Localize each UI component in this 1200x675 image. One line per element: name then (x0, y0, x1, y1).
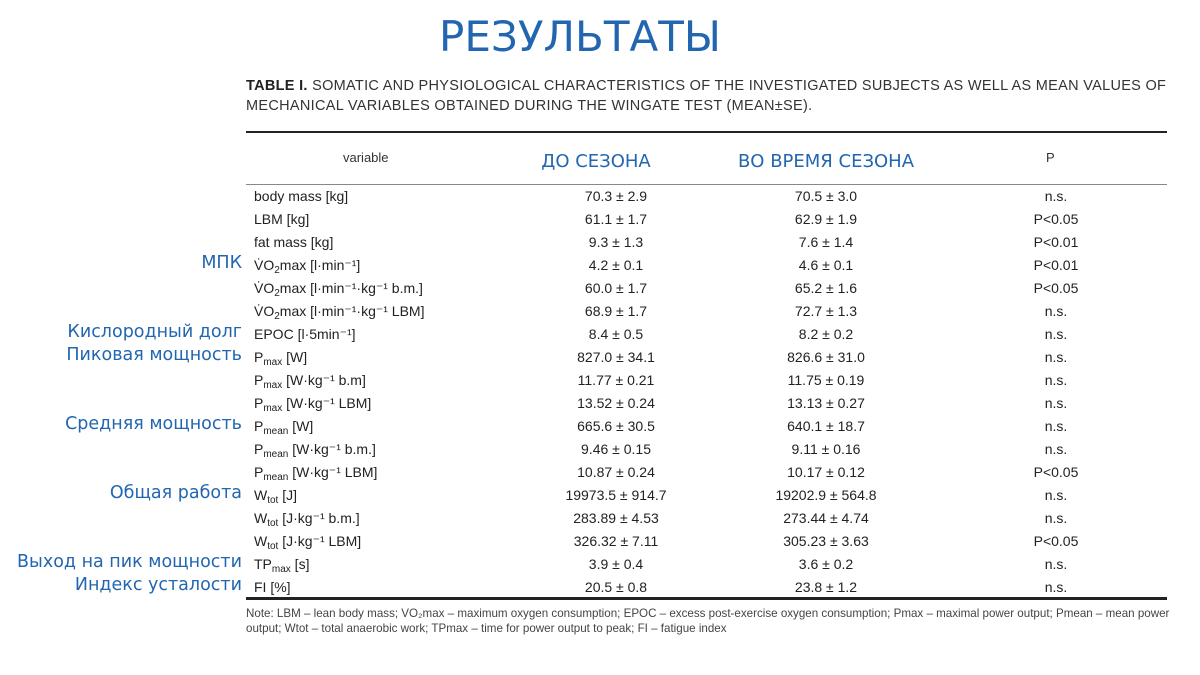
before-season-cell: 8.4 ± 0.5 (588, 326, 644, 342)
header-p: P (1046, 150, 1055, 165)
during-season-cell: 305.23 ± 3.63 (783, 533, 869, 549)
variable-base: P (254, 464, 264, 480)
table-top-rule (246, 131, 1167, 133)
table-bottom-rule (246, 597, 1167, 600)
table-row (246, 576, 1167, 599)
variable-subscript: mean (263, 449, 289, 460)
variable-base: P (254, 395, 264, 411)
table-row (246, 530, 1167, 553)
variable-subscript: max (263, 380, 283, 391)
before-season-cell: 9.46 ± 0.15 (581, 441, 651, 457)
variable-unit: max [l·min⁻¹·kg⁻¹ b.m.] (279, 280, 423, 296)
variable-unit: [W·kg⁻¹ LBM] (282, 395, 372, 411)
variable-subscript: max (263, 357, 283, 368)
before-season-cell: 3.9 ± 0.4 (588, 556, 644, 572)
table-row (246, 277, 1167, 300)
during-season-cell: 8.2 ± 0.2 (798, 326, 854, 342)
p-value-cell: n.s. (1044, 487, 1068, 503)
variable-subscript: 2 (274, 288, 280, 299)
table-row (246, 346, 1167, 369)
before-season-cell: 20.5 ± 0.8 (584, 579, 648, 595)
variable-unit: [J] (278, 487, 298, 503)
during-season-cell: 7.6 ± 1.4 (798, 234, 854, 250)
p-value-cell: n.s. (1044, 188, 1068, 204)
table-row (246, 507, 1167, 530)
p-value-cell: P<0.05 (1033, 464, 1079, 480)
table-row (246, 461, 1167, 484)
during-season-cell: 23.8 ± 1.2 (794, 579, 858, 595)
side-label: МПК (201, 253, 242, 273)
variable-unit: [W·kg⁻¹ LBM] (288, 464, 378, 480)
variable-base: FI [%] (254, 579, 291, 595)
variable-base: V̇O (254, 280, 275, 296)
table-row (246, 369, 1167, 392)
variable-unit: [W] (282, 349, 308, 365)
before-season-cell: 70.3 ± 2.9 (584, 188, 648, 204)
during-season-cell: 19202.9 ± 564.8 (775, 487, 877, 503)
table-row (246, 208, 1167, 231)
before-season-cell: 68.9 ± 1.7 (584, 303, 648, 319)
variable-subscript: 2 (274, 265, 280, 276)
p-value-cell: n.s. (1044, 441, 1068, 457)
before-season-cell: 827.0 ± 34.1 (577, 349, 655, 365)
side-label: Выход на пик мощности (17, 552, 242, 572)
variable-subscript: max (271, 564, 291, 575)
variable-base: W (254, 487, 268, 503)
during-season-cell: 65.2 ± 1.6 (794, 280, 858, 296)
side-label: Средняя мощность (65, 414, 242, 434)
variable-base: P (254, 349, 264, 365)
slide-title: РЕЗУЛЬТАТЫ (439, 12, 721, 61)
variable-unit: [J·kg⁻¹ b.m.] (278, 510, 360, 526)
variable-subscript: mean (263, 472, 289, 483)
before-season-cell: 13.52 ± 0.24 (577, 395, 655, 411)
p-value-cell: n.s. (1044, 349, 1068, 365)
header-variable: variable (343, 150, 389, 165)
before-season-cell: 61.1 ± 1.7 (584, 211, 648, 227)
table-row (246, 300, 1167, 323)
before-season-cell: 326.32 ± 7.11 (573, 533, 659, 549)
variable-unit: [W] (288, 418, 314, 434)
p-value-cell: P<0.05 (1033, 280, 1079, 296)
p-value-cell: n.s. (1044, 418, 1068, 434)
during-season-cell: 72.7 ± 1.3 (794, 303, 858, 319)
during-season-cell: 13.13 ± 0.27 (787, 395, 865, 411)
table-row (246, 415, 1167, 438)
table-caption (246, 76, 1176, 116)
variable-base: fat mass [kg] (254, 234, 334, 250)
header-before-season: ДО СЕЗОНА (541, 151, 651, 172)
variable-subscript: max (263, 403, 283, 414)
during-season-cell: 62.9 ± 1.9 (794, 211, 858, 227)
before-season-cell: 19973.5 ± 914.7 (565, 487, 667, 503)
side-label: Общая работа (109, 483, 242, 503)
variable-base: LBM [kg] (254, 211, 310, 227)
variable-base: body mass [kg] (254, 188, 349, 204)
variable-base: TP (254, 556, 272, 572)
variable-base: V̇O (254, 257, 275, 273)
table-row (246, 254, 1167, 277)
table-row (246, 438, 1167, 461)
side-label: Индекс усталости (74, 575, 242, 595)
variable-unit: [W·kg⁻¹ b.m.] (288, 441, 376, 457)
variable-unit: max [l·min⁻¹] (279, 257, 361, 273)
side-label: Пиковая мощность (66, 345, 242, 365)
before-season-cell: 60.0 ± 1.7 (584, 280, 648, 296)
p-value-cell: n.s. (1044, 510, 1068, 526)
p-value-cell: n.s. (1044, 326, 1068, 342)
table-row (246, 323, 1167, 346)
variable-base: V̇O (254, 303, 275, 319)
table-row (246, 185, 1167, 208)
p-value-cell: n.s. (1044, 372, 1068, 388)
side-label: Кислородный долг (67, 322, 242, 342)
during-season-cell: 826.6 ± 31.0 (787, 349, 865, 365)
variable-subscript: tot (267, 495, 279, 506)
variable-unit: [W·kg⁻¹ b.m] (282, 372, 366, 388)
variable-base: P (254, 441, 264, 457)
variable-subscript: tot (267, 541, 279, 552)
variable-subscript: 2 (274, 311, 280, 322)
before-season-cell: 11.77 ± 0.21 (577, 372, 655, 388)
variable-unit: [s] (290, 556, 310, 572)
p-value-cell: P<0.05 (1033, 533, 1079, 549)
before-season-cell: 665.6 ± 30.5 (577, 418, 655, 434)
during-season-cell: 3.6 ± 0.2 (798, 556, 854, 572)
before-season-cell: 9.3 ± 1.3 (588, 234, 644, 250)
variable-unit: [J·kg⁻¹ LBM] (278, 533, 362, 549)
table-note: Note: LBM – lean body mass; VO₂max – maximum oxygen consumption; EPOC – excess post-exercise oxygen consumption; Pmax – maximal power output; Pmean – mean power output; Wtot – total anaerobic work; TPmax – time for power output to peak; FI – fatigue index (246, 607, 1170, 635)
table-caption-text: SOMATIC AND PHYSIOLOGICAL CHARACTERISTICS OF THE INVESTIGATED SUBJECTS AS WELL AS MEAN VALUES OF MECHANICAL VARIABLES OBTAINED DURING THE WINGATE TEST (MEAN±SE). (246, 78, 1167, 114)
during-season-cell: 70.5 ± 3.0 (794, 188, 858, 204)
p-value-cell: n.s. (1044, 303, 1068, 319)
before-season-cell: 4.2 ± 0.1 (588, 257, 644, 273)
table-row (246, 553, 1167, 576)
before-season-cell: 283.89 ± 4.53 (573, 510, 659, 526)
variable-subscript: mean (263, 426, 289, 437)
p-value-cell: P<0.05 (1033, 211, 1079, 227)
before-season-cell: 10.87 ± 0.24 (577, 464, 655, 480)
variable-base: W (254, 510, 268, 526)
variable-unit: max [l·min⁻¹·kg⁻¹ LBM] (279, 303, 425, 319)
table-caption-label: TABLE I. (246, 78, 308, 94)
during-season-cell: 10.17 ± 0.12 (787, 464, 865, 480)
variable-base: P (254, 418, 264, 434)
variable-base: W (254, 533, 268, 549)
during-season-cell: 273.44 ± 4.74 (783, 510, 869, 526)
during-season-cell: 9.11 ± 0.16 (791, 441, 861, 457)
during-season-cell: 11.75 ± 0.19 (787, 372, 865, 388)
table-row (246, 392, 1167, 415)
header-during-season: ВО ВРЕМЯ СЕЗОНА (737, 151, 915, 172)
p-value-cell: P<0.01 (1033, 257, 1079, 273)
table-row (246, 231, 1167, 254)
p-value-cell: n.s. (1044, 579, 1068, 595)
variable-base: P (254, 372, 264, 388)
p-value-cell: P<0.01 (1033, 234, 1079, 250)
variable-subscript: tot (267, 518, 279, 529)
variable-base: EPOC [l·5min⁻¹] (254, 326, 356, 342)
table-row (246, 484, 1167, 507)
p-value-cell: n.s. (1044, 556, 1068, 572)
p-value-cell: n.s. (1044, 395, 1068, 411)
during-season-cell: 640.1 ± 18.7 (787, 418, 865, 434)
during-season-cell: 4.6 ± 0.1 (798, 257, 854, 273)
